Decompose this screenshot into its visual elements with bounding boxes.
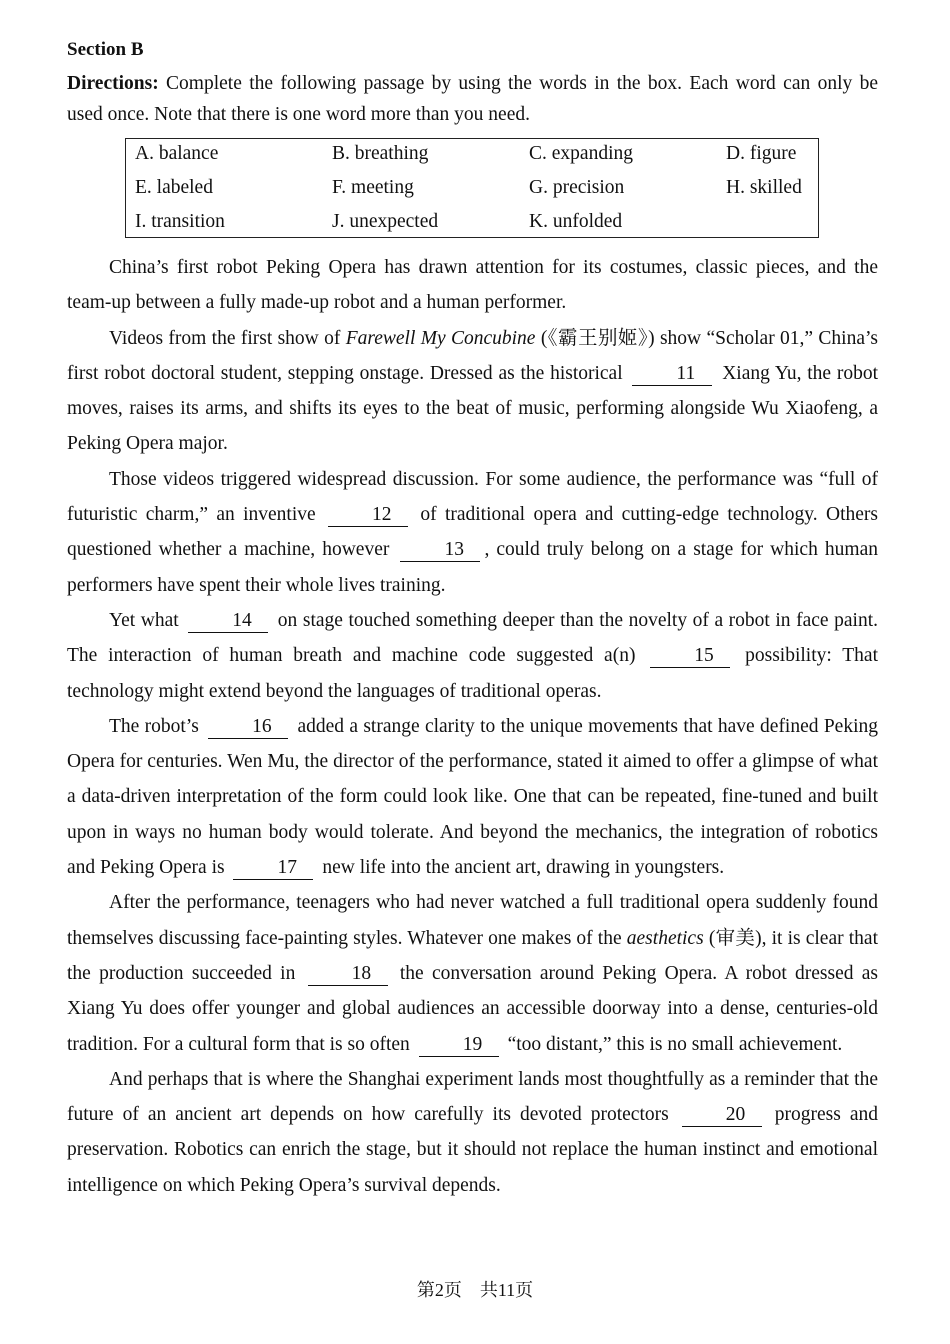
text-run: Xiang Yu, the robot moves, raises its arms, and shifts its eyes to the beat of music, performing alongside Wu Xiaofeng, a Peking Opera major. [67, 362, 878, 455]
text-run: the conversation around Peking Opera. A robot dressed as Xiang Yu does offer younger and global audiences an accessible doorway into a dense, centuries-old tradition. For a cultural form that is so often [67, 962, 878, 1055]
blank-13[interactable]: 13 [400, 539, 480, 562]
section-title: Section B [67, 39, 144, 60]
word-option-d: D. figure [726, 143, 797, 164]
paragraph-2 [67, 321, 878, 462]
text-run: Videos from the first show of [109, 327, 346, 349]
paragraph-3 [67, 462, 878, 603]
word-option-e: E. labeled [135, 177, 213, 198]
text-run: (审美), it is clear that the production succeeded in [67, 927, 878, 984]
text-run: After the performance, teenagers who had never watched a full traditional opera suddenly found themselves discussing face-painting styles. Whatever one makes of the [67, 892, 878, 949]
word-grid [135, 143, 818, 245]
word-option-i: I. transition [135, 211, 225, 232]
blank-18[interactable]: 18 [308, 963, 388, 986]
word-option-k: K. unfolded [529, 211, 623, 232]
text-run: of traditional opera and cutting-edge technology. Others questioned whether a machine, however [67, 504, 878, 561]
text-run: (《霸王别姬》) show “Scholar 01,” China’s first robot doctoral student, stepping onstage. Dressed as the historical [67, 327, 878, 384]
text-run: Those videos triggered widespread discussion. For some audience, the performance was “full of futuristic charm,” an inventive [67, 468, 878, 526]
paragraph-4 [67, 603, 878, 709]
text-run: possibility: That technology might extend beyond the languages of traditional operas. [67, 645, 878, 702]
term-aesthetics: aesthetics [626, 927, 704, 949]
paragraph-1: China’s first robot Peking Opera has drawn attention for its costumes, classic pieces, and the team-up between a fully made-up robot and a human performer. [67, 257, 878, 314]
text-run: , could truly belong on a stage for which human performers have spent their whole lives training. [67, 539, 878, 596]
blank-19[interactable]: 19 [419, 1034, 499, 1057]
text-run: progress and preservation. Robotics can enrich the stage, but it should not replace the human instinct and emotional intelligence on which Peking Opera’s survival depends. [67, 1104, 879, 1196]
blank-11[interactable]: 11 [632, 363, 712, 386]
word-option-f: F. meeting [332, 177, 414, 198]
passage [67, 250, 878, 1203]
blank-17[interactable]: 17 [233, 857, 313, 880]
word-option-h: H. skilled [726, 177, 802, 198]
work-title: Farewell My Concubine [345, 327, 536, 349]
text-run: And perhaps that is where the Shanghai experiment lands most thoughtfully as a reminder that the future of an ancient art depends on how carefully its devoted protectors [67, 1068, 878, 1126]
blank-12[interactable]: 12 [328, 504, 408, 527]
text-run: added a strange clarity to the unique movements that have defined Peking Opera for centuries. Wen Mu, the director of the performance, stated it aimed to offer a glimpse of what a data-driven interpretation of the form could look like. One that can be repeated, fine-tuned and built upon in ways no human body would tolerate. And beyond the mechanics, the integration of robotics and Peking Opera is [67, 715, 878, 879]
paragraph-6 [67, 885, 878, 1061]
blank-14[interactable]: 14 [188, 610, 268, 633]
text-run: “too distant,” this is no small achievement. [502, 1033, 843, 1055]
text-run: new life into the ancient art, drawing in youngsters. [317, 857, 725, 879]
word-option-b: B. breathing [332, 143, 429, 164]
word-option-c: C. expanding [529, 143, 633, 164]
blank-20[interactable]: 20 [682, 1104, 762, 1127]
page-number-footer: 第2页 共11页 [416, 1280, 534, 1300]
word-option-j: J. unexpected [332, 211, 439, 232]
blank-15[interactable]: 15 [650, 645, 730, 668]
text-run: on stage touched something deeper than the novelty of a robot in face paint. The interaction of human breath and machine code suggested a(n) [67, 609, 878, 667]
directions-label: Directions: [67, 73, 159, 94]
blank-16[interactable]: 16 [208, 716, 288, 739]
word-option-empty [726, 211, 826, 245]
paragraph-5 [67, 709, 878, 885]
word-box [125, 138, 819, 238]
text-run: Yet what [109, 609, 185, 631]
word-option-a: A. balance [135, 143, 219, 164]
text-run: The robot’s [109, 715, 205, 737]
directions-text: Complete the following passage by using the words in the box. Each word can only be used once. Note that there is one word more than you need. [67, 73, 878, 125]
directions [67, 68, 878, 130]
paragraph-7 [67, 1062, 878, 1203]
word-option-g: G. precision [529, 177, 625, 198]
